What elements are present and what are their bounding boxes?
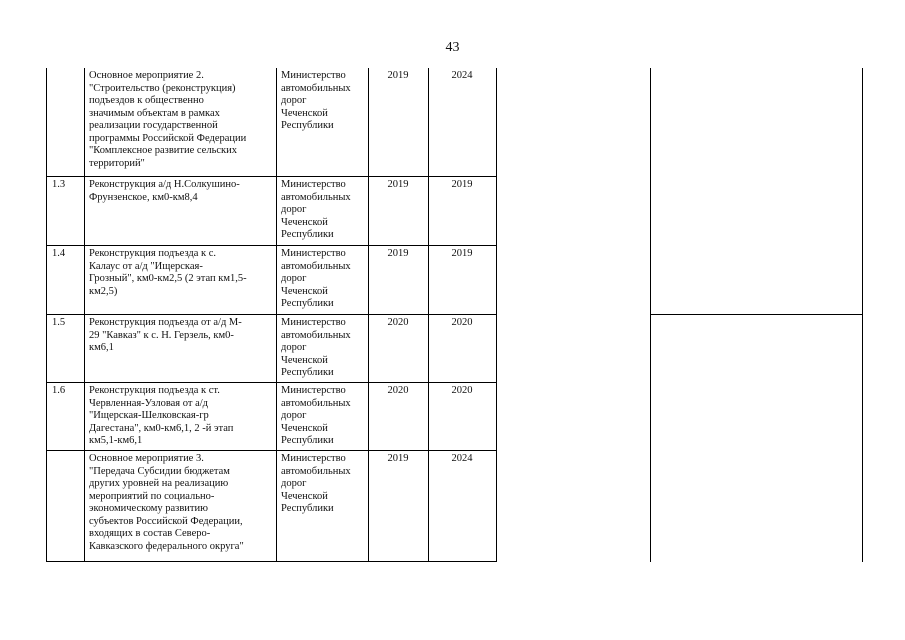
row-start-year: 2019 bbox=[387, 248, 409, 259]
row-end-year: 2019 bbox=[451, 179, 473, 190]
page-number: 43 bbox=[445, 40, 460, 55]
row-organization: Министерство автомобильных дорог Чеченской Республики bbox=[281, 179, 351, 240]
row-name: Основное мероприятие 2. "Строительство (реконструкция) подъездов к общественно значимым объектам в рамках реализации государственной программы Российской Федерации "Комплексное развитие сельских территорий" bbox=[89, 70, 247, 169]
row-end-year: 2019 bbox=[451, 248, 473, 259]
right-table-border-left bbox=[650, 68, 651, 562]
row-divider bbox=[46, 450, 497, 451]
row-start-year: 2020 bbox=[387, 317, 409, 328]
row-start-year: 2020 bbox=[387, 385, 409, 396]
row-organization: Министерство автомобильных дорог Чеченской Республики bbox=[281, 70, 351, 131]
row-end-year: 2024 bbox=[451, 453, 473, 464]
row-number: 1.3 bbox=[52, 179, 66, 190]
right-table-border-right bbox=[862, 68, 863, 562]
row-number: 1.5 bbox=[52, 317, 66, 328]
row-divider bbox=[46, 314, 497, 315]
row-organization: Министерство автомобильных дорог Чеченской Республики bbox=[281, 248, 351, 309]
row-end-year: 2020 bbox=[451, 317, 473, 328]
table-border-right bbox=[496, 68, 497, 562]
row-organization: Министерство автомобильных дорог Чеченской Республики bbox=[281, 385, 351, 446]
table-divider bbox=[84, 68, 85, 562]
table-divider bbox=[276, 68, 277, 562]
row-name: Реконструкция подъезда к ст. Червленная-Узловая от а/д "Ищерская-Шелковская-гр Дагестана", км0-км6,1, 2 -й этап км5,1-км6,1 bbox=[89, 385, 234, 446]
table-border-bottom bbox=[46, 561, 497, 562]
right-table-row-divider bbox=[650, 314, 863, 315]
row-start-year: 2019 bbox=[387, 453, 409, 464]
row-name: Основное мероприятие 3. "Передача Субсидии бюджетам других уровней на реализацию мероприятий по социально- экономическому развитию субъектов Российской Федерации, входящих в состав Северо- Кавказского федерального округа" bbox=[89, 453, 244, 552]
row-end-year: 2024 bbox=[451, 70, 473, 81]
table-divider bbox=[428, 68, 429, 562]
row-name: Реконструкция а/д Н.Солкушино- Фрунзенское, км0-км8,4 bbox=[89, 179, 240, 203]
table-border-left bbox=[46, 68, 47, 562]
row-start-year: 2019 bbox=[387, 179, 409, 190]
row-name: Реконструкция подъезда от а/д М- 29 "Кавказ" к с. Н. Герзель, км0- км6,1 bbox=[89, 317, 242, 353]
row-divider bbox=[46, 245, 497, 246]
row-start-year: 2019 bbox=[387, 70, 409, 81]
row-number: 1.6 bbox=[52, 385, 66, 396]
row-organization: Министерство автомобильных дорог Чеченской Республики bbox=[281, 317, 351, 378]
table-divider bbox=[368, 68, 369, 562]
row-divider bbox=[46, 382, 497, 383]
row-number: 1.4 bbox=[52, 248, 66, 259]
row-organization: Министерство автомобильных дорог Чеченской Республики bbox=[281, 453, 351, 514]
row-divider bbox=[46, 176, 497, 177]
row-end-year: 2020 bbox=[451, 385, 473, 396]
row-name: Реконструкция подъезда к с. Калаус от а/д "Ищерская- Грозный", км0-км2,5 (2 этап км1,5- км2,5) bbox=[89, 248, 247, 297]
